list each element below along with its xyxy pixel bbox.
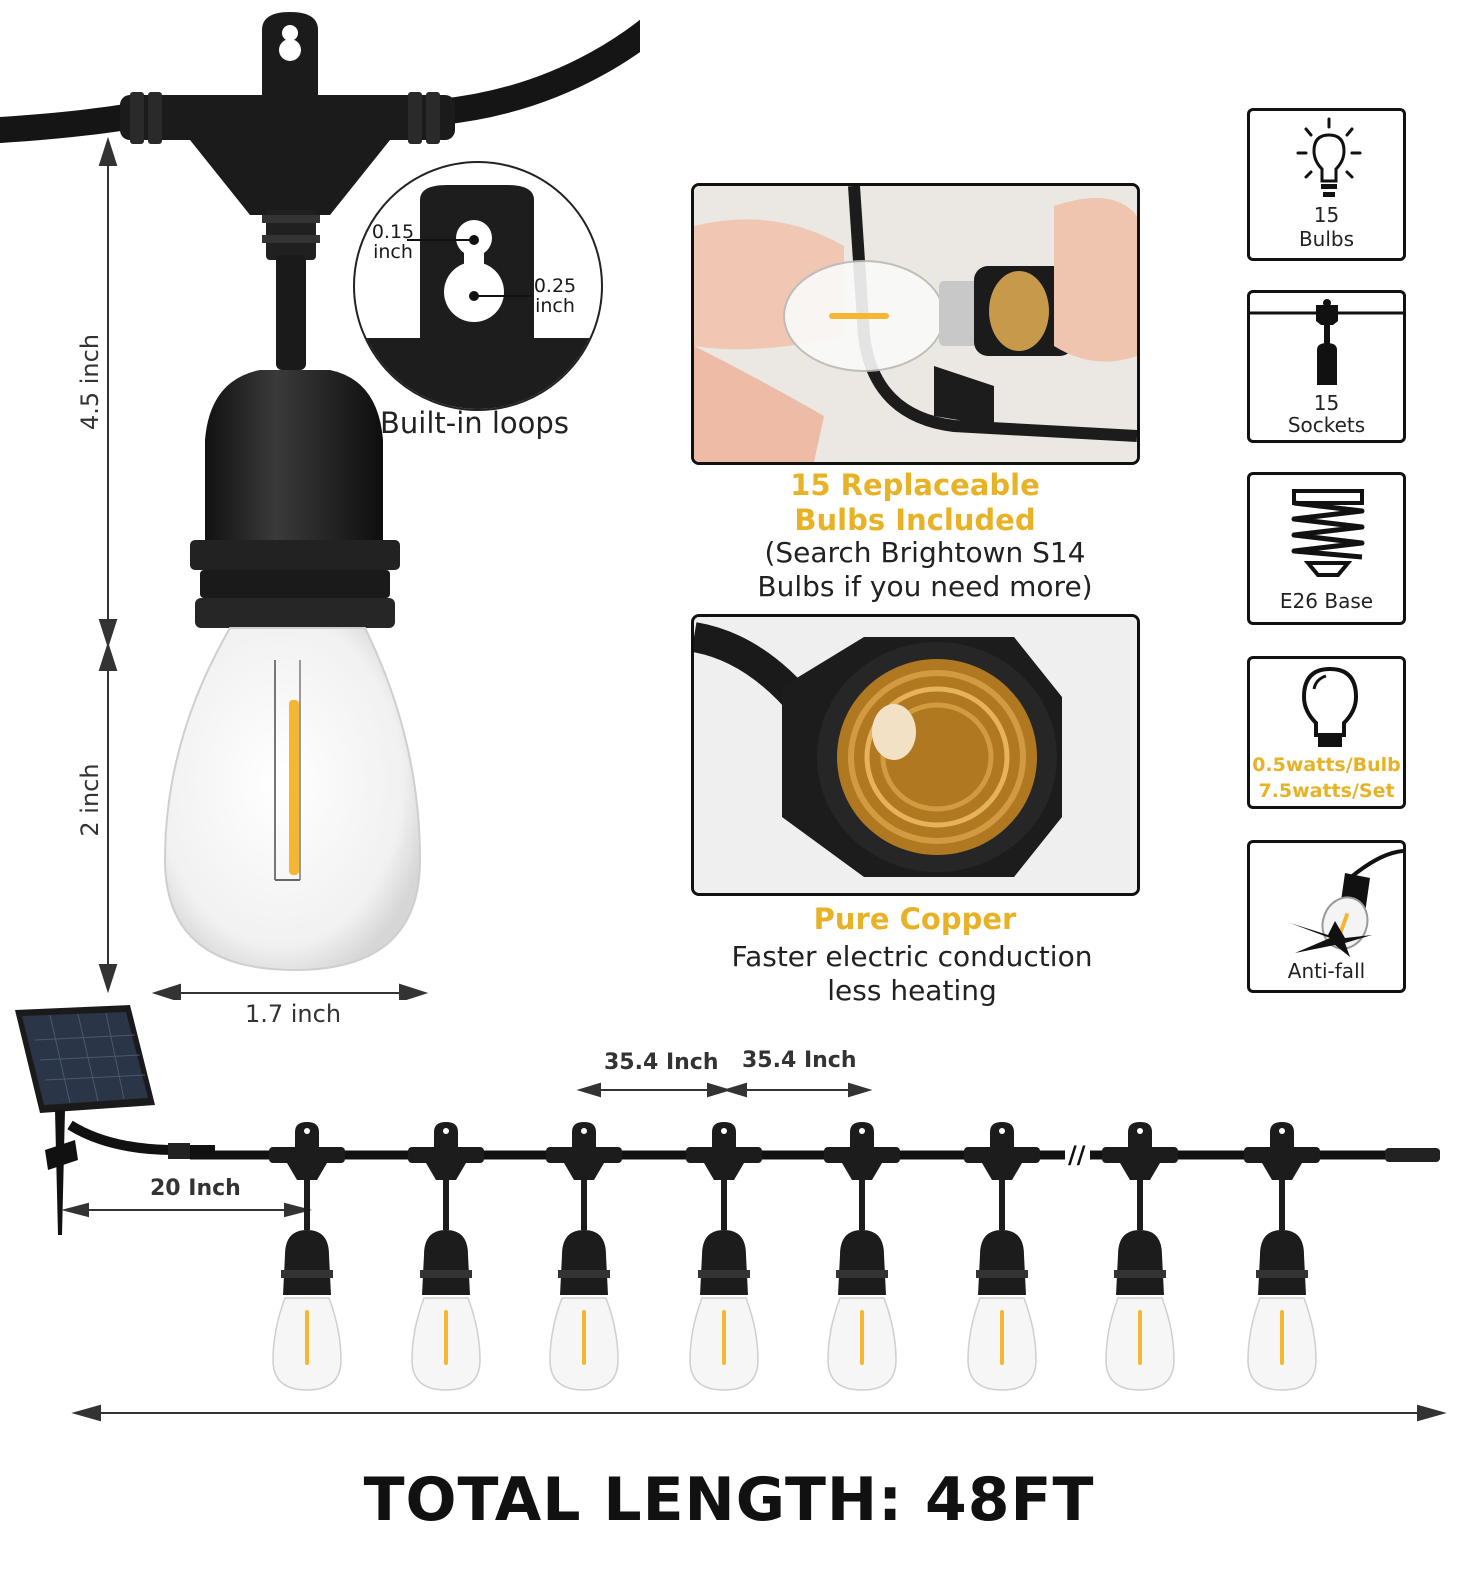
- feature-bulbs-count: 15: [1313, 203, 1340, 227]
- feature-bulbs-label: Bulbs: [1298, 227, 1355, 251]
- feature-antifall-label: Anti-fall: [1287, 959, 1366, 983]
- string-bulb-unit: [1244, 1122, 1320, 1390]
- feature-card-power: [1247, 656, 1406, 809]
- string-diagram: [0, 1000, 1458, 1430]
- feature-sockets-label: Sockets: [1287, 413, 1366, 437]
- string-bulb-unit: [686, 1122, 762, 1390]
- bulb-outline-icon: [1300, 665, 1360, 749]
- socket-photo-title: Pure Copper: [813, 902, 1017, 936]
- total-length: TOTAL LENGTH: 48FT: [363, 1465, 1095, 1535]
- bulb-photo-note: (Search Brightown S14 Bulbs if you need more): [757, 536, 1093, 603]
- loop-large-hole-text: 0.25 inch: [533, 275, 577, 317]
- string-bulb-unit: [269, 1122, 345, 1390]
- feature-power-per-bulb: 0.5watts/Bulb: [1252, 754, 1401, 776]
- width-arrow: [155, 985, 425, 1000]
- feature-sockets-count: 15: [1313, 391, 1340, 415]
- loop-small-hole-text: 0.15 inch: [371, 221, 415, 263]
- feature-card-bulbs: [1247, 108, 1406, 261]
- feature-card-base: [1247, 472, 1406, 625]
- width-bulb-label: 1.7 inch: [244, 1000, 342, 1028]
- bulb-install-illustration: [694, 186, 1137, 462]
- total-length-arrow: [75, 1406, 1443, 1420]
- loop-small-hole-label: [368, 222, 418, 262]
- feature-base-label: E26 Base: [1279, 589, 1374, 613]
- string-bulb-unit: [964, 1122, 1040, 1390]
- bulb-glass: [165, 628, 420, 970]
- svg-text://: //: [1068, 1141, 1086, 1169]
- string-bulb-unit: [1102, 1122, 1178, 1390]
- e26-base-icon: [1288, 485, 1368, 580]
- string-bulb-unit: [408, 1122, 484, 1390]
- copper-socket-illustration: [694, 617, 1137, 893]
- bulb-photo-title: 15 Replaceable Bulbs Included: [790, 468, 1040, 537]
- lead-length-label: 20 Inch: [150, 1176, 241, 1201]
- loop-caption: Built-in loops: [380, 406, 569, 440]
- bulb-rays-icon: [1296, 117, 1362, 205]
- spacing-label-b: 35.4 Inch: [742, 1048, 857, 1073]
- bulb-install-photo: [691, 183, 1140, 465]
- height-bulb-label: 2 inch: [76, 763, 104, 837]
- feature-power-per-set: 7.5watts/Set: [1258, 780, 1395, 802]
- anti-fall-icon: [1250, 843, 1403, 958]
- string-bulb-unit: [824, 1122, 900, 1390]
- socket-photo-note: Faster electric conduction less heating: [731, 940, 1093, 1007]
- loop-large-hole-label: [530, 276, 580, 316]
- feature-card-antifall: [1247, 840, 1406, 993]
- feature-card-sockets: [1247, 290, 1406, 443]
- height-top-label: 4.5 inch: [76, 333, 104, 431]
- string-bulb-unit: [546, 1122, 622, 1390]
- spacing-label-a: 35.4 Inch: [604, 1050, 719, 1075]
- socket-icon: [1250, 295, 1403, 391]
- height-arrows: [100, 140, 116, 990]
- copper-socket-photo: [691, 614, 1140, 896]
